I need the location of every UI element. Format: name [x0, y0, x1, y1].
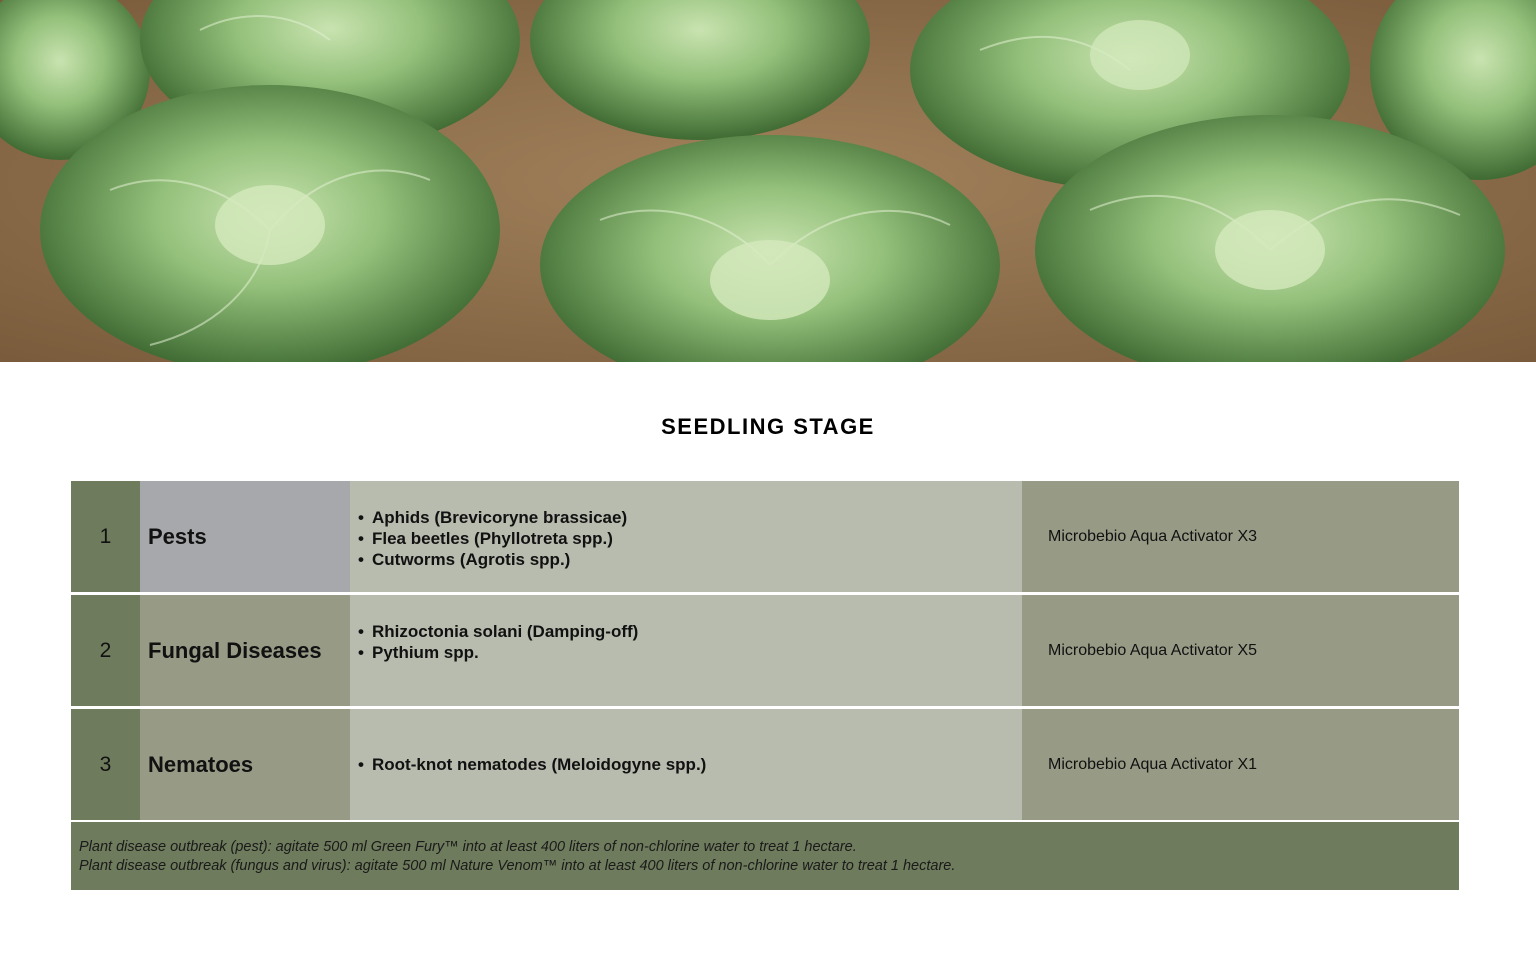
seedling-stage-table — [71, 481, 1459, 890]
table-footer-notes — [71, 822, 1459, 890]
footer-note: Plant disease outbreak (pest): agitate 500 ml Green Fury™ into at least 400 liters of non-chlorine water to treat 1 hectare. — [79, 839, 857, 855]
list-item: • Pythium spp. — [358, 642, 638, 663]
table-row — [71, 595, 1459, 709]
row-product: Microbebio Aqua Activator X5 — [1022, 595, 1459, 706]
row-product: Microbebio Aqua Activator X1 — [1022, 709, 1459, 820]
footer-note: Plant disease outbreak (fungus and virus): agitate 500 ml Nature Venom™ into at least 400 liters of non-chlorine water to treat 1 hectare. — [79, 858, 956, 874]
cabbage-field-illustration — [0, 0, 1536, 362]
list-item: • Flea beetles (Phyllotreta spp.) — [358, 528, 627, 549]
row-category: Fungal Diseases — [140, 595, 350, 706]
row-product: Microbebio Aqua Activator X3 — [1022, 481, 1459, 592]
row-category: Nematoes — [140, 709, 350, 820]
row-number: 3 — [71, 709, 140, 820]
row-category: Pests — [140, 481, 350, 592]
row-items — [350, 595, 1022, 706]
list-item: • Aphids (Brevicoryne brassicae) — [358, 507, 627, 528]
list-item: • Cutworms (Agrotis spp.) — [358, 549, 627, 570]
list-item: • Rhizoctonia solani (Damping-off) — [358, 621, 638, 642]
row-number: 2 — [71, 595, 140, 706]
hero-cabbage-image — [0, 0, 1536, 362]
page-title: SEEDLING STAGE — [661, 414, 875, 439]
row-items — [350, 709, 1022, 820]
table-row — [71, 709, 1459, 822]
row-items — [350, 481, 1022, 592]
list-item: • Root-knot nematodes (Meloidogyne spp.) — [358, 754, 706, 775]
row-number: 1 — [71, 481, 140, 592]
table-row — [71, 481, 1459, 595]
